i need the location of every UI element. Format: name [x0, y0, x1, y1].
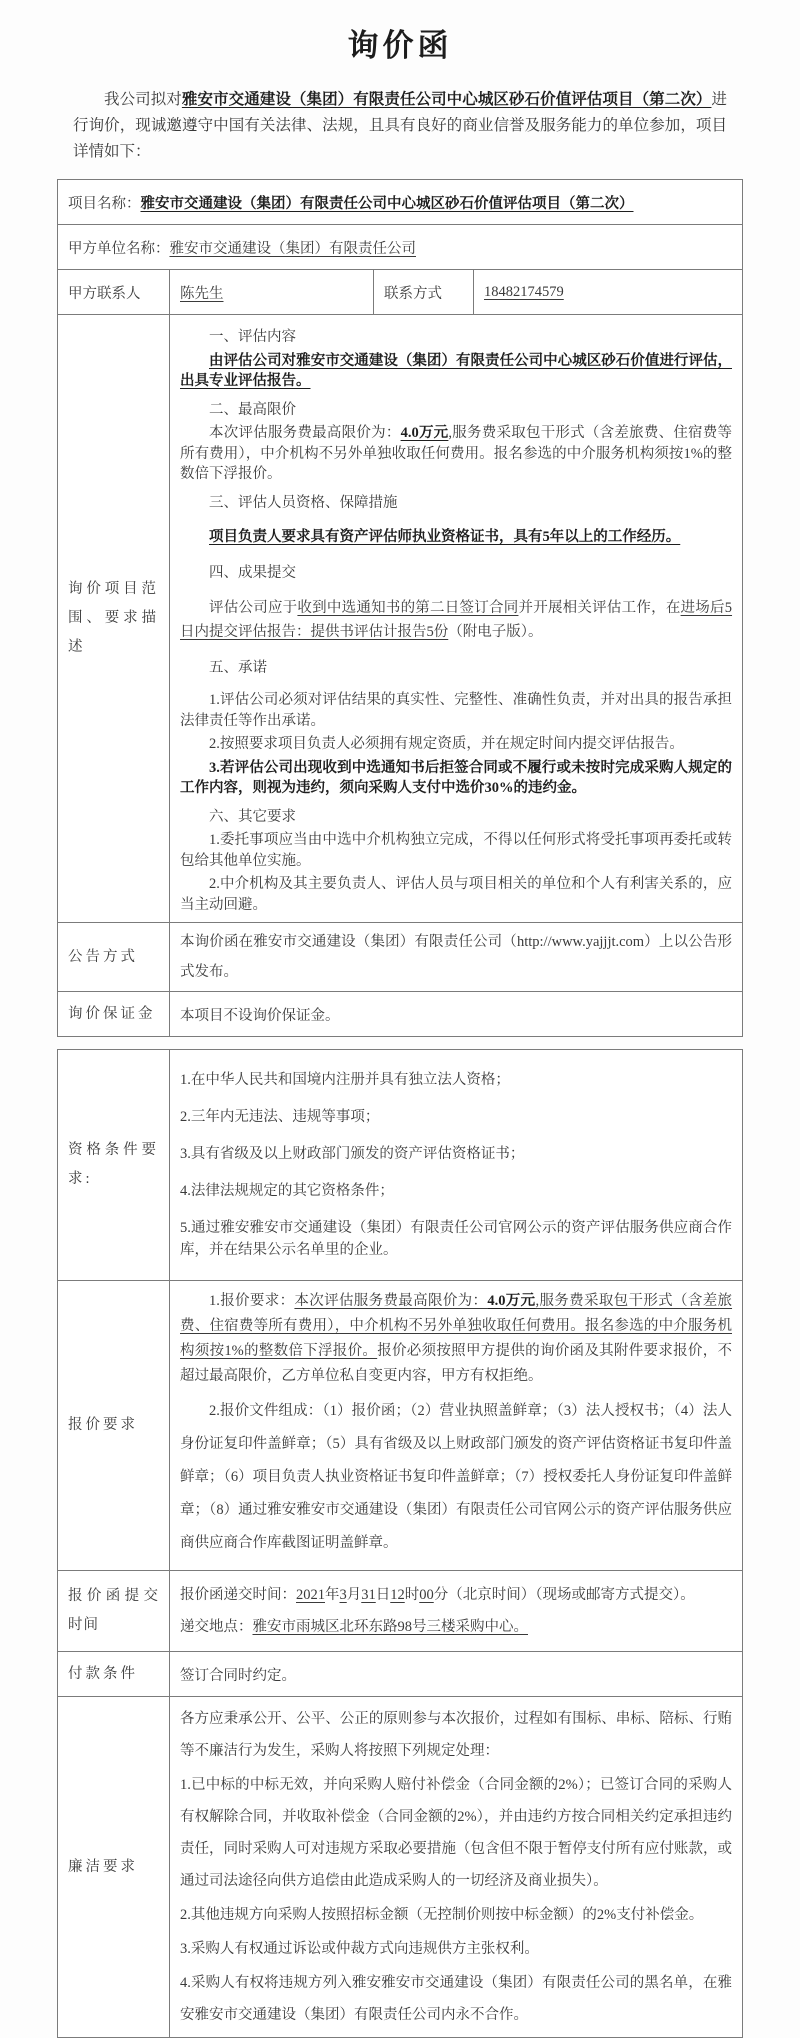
announce-row	[58, 923, 743, 992]
intro-prefix: 我公司拟对	[104, 91, 182, 108]
scope-promise-item: 2.按照要求项目负责人必须拥有规定资质，并在规定时间内提交评估报告。	[209, 736, 684, 752]
scope-section-1-text: 由评估公司对雅安市交通建设（集团）有限责任公司中心城区砂石价值进行评估，出具专业评估报告。	[180, 352, 732, 389]
integrity-item: 3.采购人有权通过诉讼或仲裁方式向违规供方主张权利。	[180, 1941, 539, 1957]
scope-section-3-title: 三、评估人员资格、保障措施	[209, 494, 398, 511]
integrity-item: 4.采购人有权将违规方列入雅安雅安市交通建设（集团）有限责任公司的黑名单，在雅安雅安市交通建设（集团）有限责任公司内永不合作。	[180, 1975, 732, 2023]
scope-s4-underline-1: 收到中选通知书的第二日签订合同	[297, 599, 519, 616]
quotation-price: 4.0万元	[487, 1293, 536, 1309]
scope-section-3-text: 项目负责人要求具有资产评估师执业资格证书，具有5年以上的工作经历。	[209, 529, 681, 545]
phone-label: 联系方式	[374, 270, 474, 315]
scope-s4-post: （附电子版）。	[448, 623, 543, 640]
quotation-item-number: 1.报价要求：	[209, 1293, 295, 1309]
scope-section-4-title: 四、成果提交	[209, 565, 296, 581]
submission-year-unit: 年	[325, 1587, 340, 1603]
integrity-item: 2.其他违规方向采购人按照招标金额（无控制价则按中标金额）的2%支付补偿金。	[180, 1907, 704, 1923]
qualification-item: 3.具有省级及以上财政部门颁发的资产评估资格证书；	[180, 1146, 525, 1162]
scope-section-1-title: 一、评估内容	[209, 329, 296, 345]
quotation-underline-post: ,服务费采取包干形式（含差旅费、住宿费等所有费用），中介机构不另外单独收取任何费用。报名参选的中介服务机构须按1%的整数倍下浮报价。	[180, 1293, 733, 1359]
scope-section-2-body	[180, 423, 732, 485]
submission-day-unit: 日	[375, 1587, 391, 1603]
qualification-item: 5.通过雅安雅安市交通建设（集团）有限责任公司官网公示的资产评估服务供应商合作库，并在结果公示名单里的企业。	[180, 1220, 732, 1258]
table-gap	[57, 1037, 743, 1049]
scope-promise-item-bold: 3.若评估公司出现收到中选通知书后拒签合同或不履行或未按时完成采购人规定的工作内容，则视为违约，须向采购人支付中选价30%的违约金。	[180, 759, 732, 796]
qualification-label: 资格条件要求:	[58, 1050, 170, 1281]
submission-day: 31	[361, 1587, 376, 1603]
quotation-rest: 报价必须按照甲方提供的询价函及其附件要求报价，不超过最高限价，乙方单位私自变更内容，甲方有权拒绝。	[180, 1343, 733, 1384]
submission-minute-unit: 分	[433, 1587, 449, 1603]
contact-row	[58, 270, 743, 315]
submission-hour-unit: 时	[404, 1587, 420, 1603]
submission-place-value: 雅安市雨城区北环东路98号三楼采购中心。	[252, 1619, 528, 1635]
integrity-intro: 各方应秉承公开、公平、公正的原则参与本次报价，过程如有围标、串标、陪标、行贿等不廉洁行为发生，采购人将按照下列规定处理：	[180, 1711, 732, 1759]
submission-hour: 12	[390, 1587, 405, 1603]
scope-content-cell	[170, 315, 743, 923]
project-info-table	[57, 179, 743, 1037]
intro-paragraph	[73, 87, 727, 165]
integrity-row	[58, 1697, 743, 2038]
quotation-requirement-1	[180, 1289, 732, 1389]
contact-value: 陈先生	[180, 285, 224, 302]
intro-project-name: 雅安市交通建设（集团）有限责任公司中心城区砂石价值评估项目（第二次）	[181, 91, 712, 108]
scope-row	[58, 315, 743, 923]
party-a-row	[58, 225, 743, 270]
payment-label: 付款条件	[58, 1652, 170, 1697]
scope-other-item: 1.委托事项应当由中选中介机构独立完成，不得以任何形式将受托事项再委托或转包给其他单位实施。	[180, 832, 732, 869]
party-a-cell	[58, 225, 743, 270]
scope-section-6-title: 六、其它要求	[209, 808, 296, 825]
submission-row	[58, 1571, 743, 1652]
submission-content	[170, 1571, 743, 1652]
qualification-item: 2.三年内无违法、违规等事项；	[180, 1109, 380, 1125]
project-name-cell	[58, 180, 743, 225]
submission-time-suffix: （北京时间）（现场或邮寄方式提交）。	[448, 1587, 695, 1603]
scope-section-5-title: 五、承诺	[209, 659, 267, 676]
integrity-content	[170, 1697, 743, 2038]
deposit-label: 询价保证金	[58, 992, 170, 1037]
deposit-row	[58, 992, 743, 1037]
quotation-label: 报价要求	[58, 1281, 170, 1571]
payment-row	[58, 1652, 743, 1697]
scope-section-2-title: 二、最高限价	[209, 401, 296, 418]
deposit-content: 本项目不设询价保证金。	[170, 992, 743, 1037]
project-name-value: 雅安市交通建设（集团）有限责任公司中心城区砂石价值评估项目（第二次）	[140, 195, 634, 212]
qualification-item: 1.在中华人民共和国境内注册并具有独立法人资格；	[180, 1072, 510, 1088]
qualification-row	[58, 1050, 743, 1281]
quotation-content	[170, 1281, 743, 1571]
scope-other-item: 2.中介机构及其主要负责人、评估人员与项目相关的单位和个人有利害关系的，应当主动回避。	[180, 876, 732, 913]
scope-price-suffix: ,服务费采取包干形式（含差旅费、住宿费等所有费用），中介机构不另外单独收取任何费用。报名参选的中介服务机构须按1%的整数倍下浮报价。	[180, 425, 733, 482]
submission-month: 3	[339, 1587, 347, 1603]
submission-place-prefix: 递交地点：	[180, 1619, 253, 1635]
quotation-requirement-2: 2.报价文件组成：（1）报价函；（2）营业执照盖鲜章；（3）法人授权书；（4）法人身份证复印件盖鲜章；（5）具有省级及以上财政部门颁发的资产评估资格证书复印件盖鲜章；（6）项目负责人执业资格证书复印件盖鲜章；（7）授权委托人身份证复印件盖鲜章；（8）通过雅安雅安市交通建设（集团）有限责任公司官网公示的资产评估服务供应商供应商合作库截图证明盖鲜章。	[180, 1403, 732, 1551]
project-name-label: 项目名称：	[68, 195, 141, 212]
submission-minute: 00	[419, 1587, 434, 1603]
project-name-row	[58, 180, 743, 225]
phone-value: 18482174579	[484, 283, 564, 300]
quotation-row	[58, 1281, 743, 1571]
submission-time-prefix: 报价函递交时间：	[180, 1587, 296, 1603]
contact-value-cell	[170, 270, 374, 315]
scope-label: 询价项目范围、要求描述	[58, 315, 170, 923]
announce-content: 本询价函在雅安市交通建设（集团）有限责任公司（http://www.yajjjt.com）上以公告形式发布。	[170, 923, 743, 992]
integrity-item: 1.已中标的中标无效，并向采购人赔付补偿金（合同金额的2%）；已签订合同的采购人有权解除合同，并收取补偿金（合同金额的2%），并由违约方按合同相关约定承担违约责任，同时采购人可对违规方采取必要措施（包含但不限于暂停支付所有应付账款，或通过司法途径向供方追偿由此造成采购人的一切经济及商业损失）。	[180, 1777, 732, 1889]
submission-month-unit: 月	[346, 1587, 362, 1603]
scope-s4-pre: 评估公司应于	[209, 599, 298, 616]
qualification-content	[170, 1050, 743, 1281]
phone-value-cell	[474, 270, 743, 315]
contact-label: 甲方联系人	[58, 270, 170, 315]
scope-s4-underline-2: 进场后5日内提交评估报告：提供书评估计报告5份	[180, 599, 733, 640]
submission-label: 报价函提交时间	[58, 1571, 170, 1652]
scope-section-3-body	[180, 525, 732, 549]
payment-content: 签订合同时约定。	[170, 1652, 743, 1697]
submission-year: 2021	[296, 1587, 325, 1603]
scope-price-value: 4.0万元	[400, 425, 449, 441]
quotation-underline-pre: 本次评估服务费最高限价为：	[294, 1293, 488, 1309]
page-title: 询价函	[347, 28, 453, 63]
announce-label: 公告方式	[58, 923, 170, 992]
scope-promise-item: 1.评估公司必须对评估结果的真实性、完整性、准确性负责，并对出具的报告承担法律责任等作出承诺。	[180, 692, 732, 729]
scope-section-1-body	[180, 351, 732, 392]
requirements-table	[57, 1049, 743, 2038]
submission-time-line	[180, 1583, 732, 1607]
submission-place-line	[180, 1615, 732, 1639]
scope-section-4-body	[180, 596, 732, 644]
party-a-value: 雅安市交通建设（集团）有限责任公司	[169, 240, 416, 257]
scope-price-prefix: 本次评估服务费最高限价为：	[209, 425, 401, 441]
qualification-item: 4.法律法规规定的其它资格条件；	[180, 1183, 394, 1199]
scope-s4-mid: 并开展相关评估工作，在	[518, 599, 681, 616]
party-a-label: 甲方单位名称：	[68, 240, 170, 257]
integrity-label: 廉洁要求	[58, 1697, 170, 2038]
intro-rest: 进行询价，现诚邀遵守中国有关法律、法规，且具有良好的商业信誉及服务能力的单位参加，项目详情如下：	[73, 91, 727, 160]
